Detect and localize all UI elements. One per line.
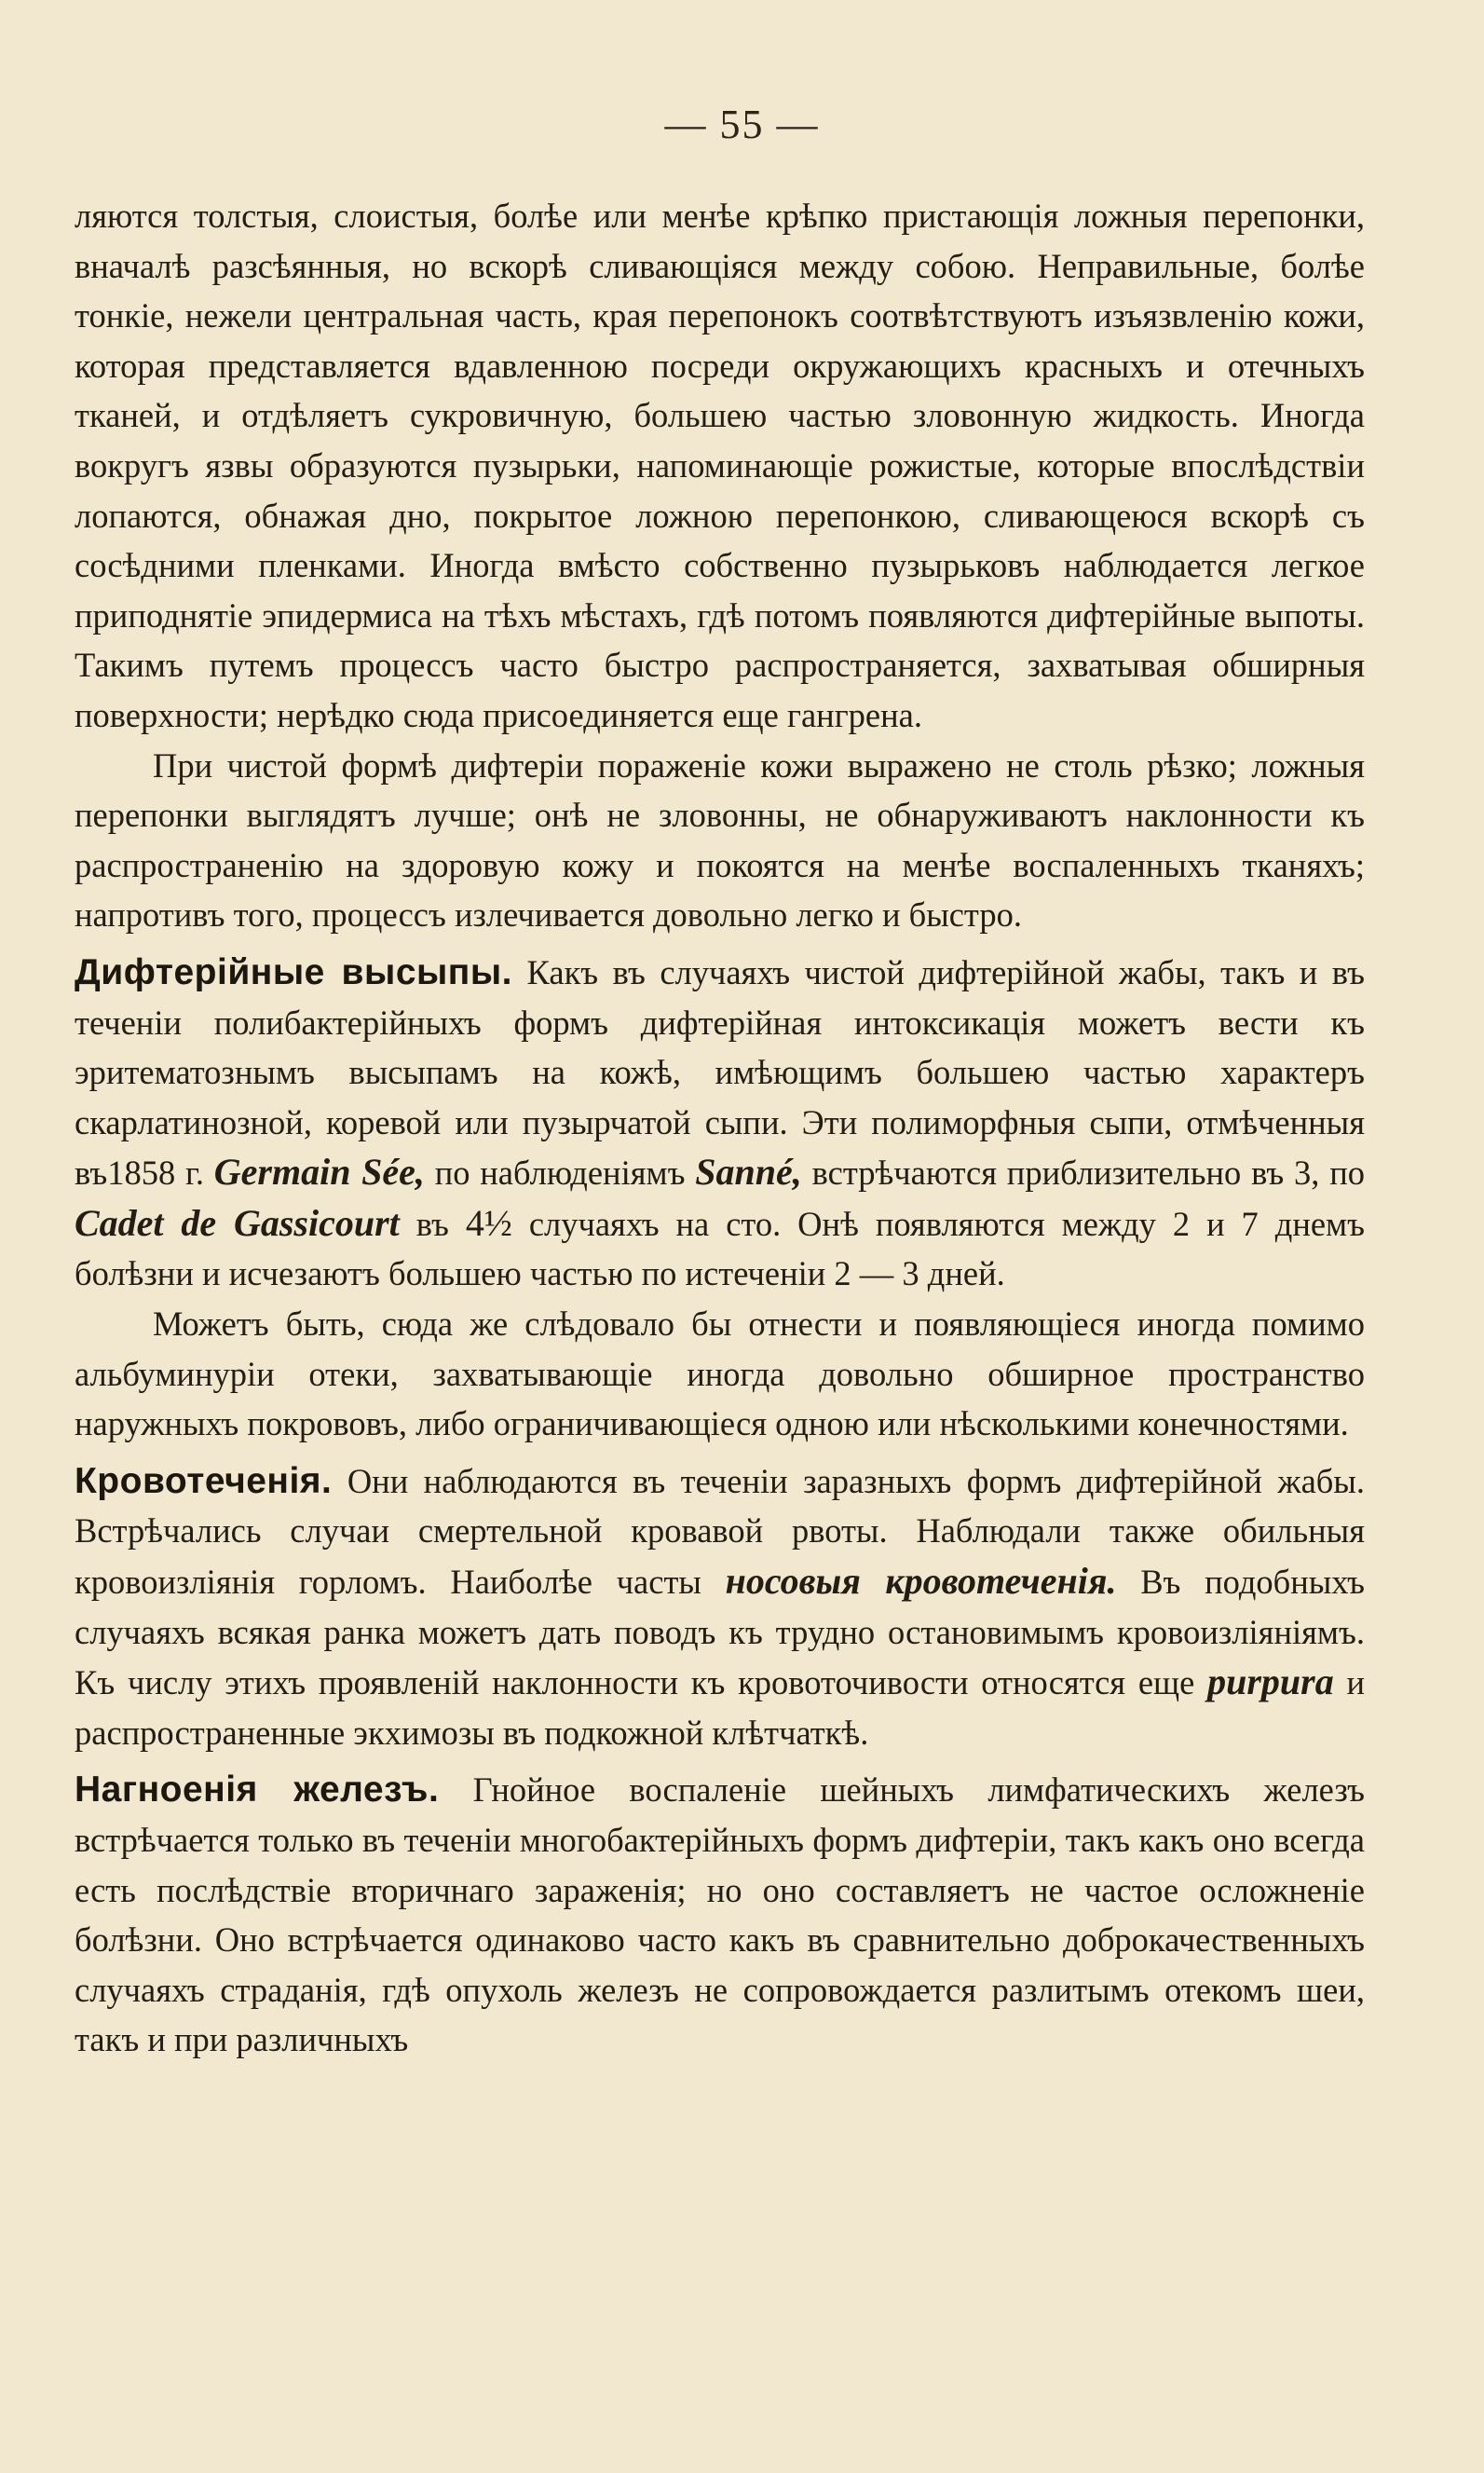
body-text	[75, 191, 1365, 2065]
paragraph-text: ляются толстыя, слоистыя, болѣе или менѣе крѣпко пристающія ложныя перепонки, вначалѣ разсѣянныя, но вскорѣ сливающіяся между собою. Неправильные, болѣе тонкіе, нежели центральная часть, края перепонокъ соотвѣтствуютъ изъязвленію кожи, которая представляется вдавленною посреди окружающихъ красныхъ и отечныхъ тканей, и отдѣляетъ сукровичную, большею частью зловонную жидкость. Иногда вокругъ язвы образуются пузырьки, напоминающіе рожистые, которые впослѣдствіи лопаются, обнажая дно, покрытое ложною перепонкою, сливающеюся вскорѣ съ сосѣдними пленками. Иногда вмѣсто собственно пузырьковъ наблюдается легкое приподнятіе эпидермиса на тѣхъ мѣстахъ, гдѣ потомъ появляются дифтерійные выпоты. Такимъ путемъ процессъ часто быстро распространяется, захватывая обширныя поверхности; нерѣдко сюда присоединяется еще гангрена.	[75, 197, 1365, 734]
paragraph-text: При чистой формѣ дифтеріи пораженіе кожи выражено не столь рѣзко; ложныя перепонки выглядятъ лучше; онѣ не зловонны, не обнаруживаютъ наклонности къ распространенію на здоровую кожу и покоятся на менѣе воспаленныхъ тканяхъ; напротивъ того, процессъ излечивается довольно легко и быстро.	[75, 745, 1365, 935]
paragraph-text: встрѣчаются приблизительно въ 3, по	[811, 1154, 1366, 1193]
section-heading: Нагноенія железъ.	[75, 1769, 440, 1810]
page-number: — 55 —	[664, 102, 820, 147]
paragraph-text: г.	[185, 1154, 204, 1193]
latin-term: purpura	[1207, 1660, 1334, 1703]
paragraph-text: Гнойное воспаленіе шейныхъ лимфатическихъ железъ встрѣчается только въ теченіи многобактерійныхъ формъ дифтеріи, такъ какъ оно всегда есть послѣдствіе вторичнаго зараженія; но оно составляетъ не частое осложненіе болѣзни. Оно встрѣчается одинаково часто какъ въ сравнительно доброкачественныхъ случаяхъ страданія, гдѣ опухоль железъ не сопровождается разлитымъ отекомъ шеи, такъ и при различныхъ	[75, 1770, 1365, 2059]
paragraph-continuation	[75, 191, 1365, 741]
paragraph-text: Въ подобныхъ случаяхъ всякая ранка можетъ дать поводъ къ трудно остановимымъ кровоизліяніямъ. Къ числу этихъ проявленій наклонности къ кровоточивости относятся еще	[75, 1563, 1366, 1702]
author-name: Sanné,	[695, 1151, 802, 1194]
paragraph-text: случаяхъ на сто. Онѣ появляются между 2 и 7 днемъ болѣзни и исчезаютъ большею частью по истеченіи 2 — 3 дней.	[75, 1204, 1366, 1293]
paragraph-diphtheritic-rashes	[75, 948, 1365, 1299]
emphasis-text: носовыя кровотеченія.	[725, 1560, 1117, 1603]
paragraph-hemorrhages	[75, 1456, 1365, 1758]
paragraph-text: Какъ въ случаяхъ чистой дифтерійной жабы, такъ и въ теченіи полибактерійныхъ формъ дифтерійная интоксикація можетъ вести къ эритематознымъ высыпамъ на кожѣ, имѣющимъ большею частью характеръ скарлатинозной, коревой или пузырчатой сыпи. Эти полиморфныя сыпи, отмѣченныя въ	[75, 952, 1366, 1193]
fraction-value: 4½	[465, 1201, 512, 1244]
paragraph-edema	[75, 1299, 1365, 1449]
section-heading: Дифтерійные высыпы.	[75, 951, 513, 992]
paragraph-pure-form	[75, 741, 1365, 940]
section-heading: Кровотеченія.	[75, 1460, 333, 1501]
author-name: Germain Sée,	[213, 1151, 425, 1194]
year: 1858	[107, 1154, 176, 1193]
paragraph-text: и распространенные экхимозы въ подкожной клѣтчаткѣ.	[75, 1663, 1366, 1752]
paragraph-gland-suppuration	[75, 1765, 1365, 2065]
paragraph-text: Они наблюдаются въ теченіи заразныхъ формъ дифтерійной жабы. Встрѣчались случаи смертельной кровавой рвоты. Наблюдали также обильныя кровоизліянія горломъ. Наиболѣе часты	[75, 1461, 1365, 1602]
paragraph-text: Можетъ быть, сюда же слѣдовало бы отнести и появляющіеся иногда помимо альбуминуріи отеки, захватывающіе иногда довольно обширное пространство наружныхъ покрововъ, либо ограничивающіеся одною или нѣсколькими конечностями.	[75, 1305, 1365, 1443]
paragraph-text: по наблюденіямъ	[434, 1154, 686, 1193]
author-name: Cadet de Gassicourt	[75, 1201, 400, 1244]
paragraph-text: въ	[415, 1204, 449, 1243]
